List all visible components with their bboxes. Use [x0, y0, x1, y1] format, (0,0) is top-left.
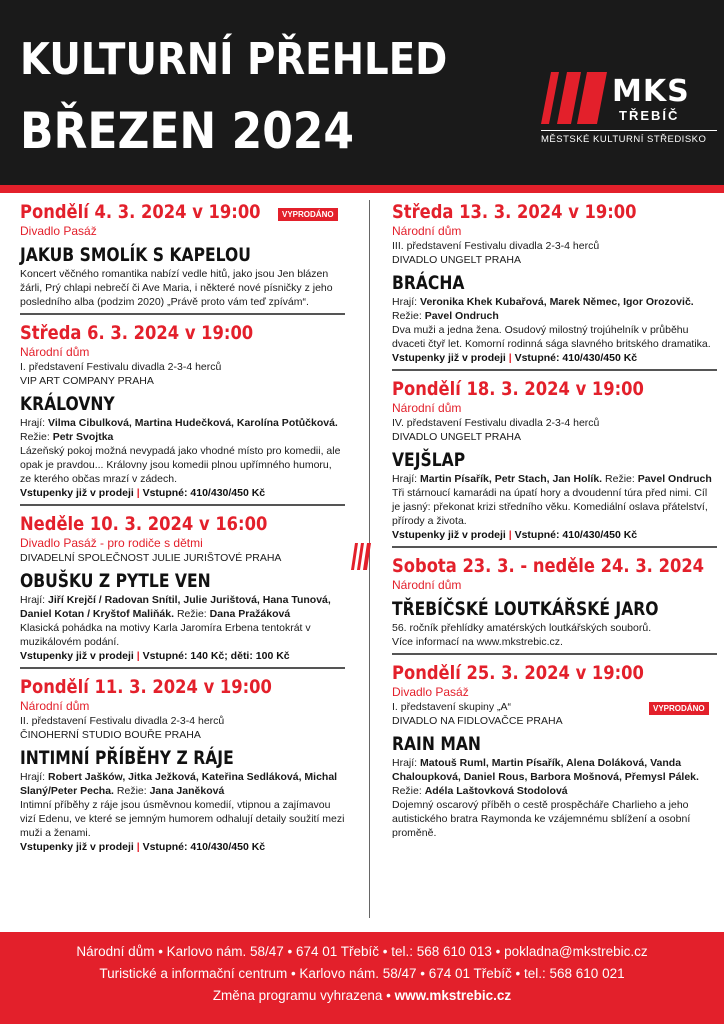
- page-title-line1: KULTURNÍ PŘEHLED: [20, 34, 448, 85]
- footer-national-house: Národní dům • Karlovo nám. 58/47 • 674 01 Třebíč • tel.: 568 610 013 • pokladna@mkstrebic.cz: [76, 944, 648, 959]
- footer: [0, 932, 724, 1024]
- event-intimni-pribehy: [20, 675, 345, 854]
- event-tickets: Vstupenky již v prodeji | Vstupné: 410/430/450 Kč: [392, 352, 638, 364]
- event-title: JAKUB SMOLÍK S KAPELOU: [20, 244, 251, 266]
- event-company: DIVADLO NA FIDLOVAČCE PRAHA: [392, 715, 563, 727]
- event-title: INTIMNÍ PŘÍBĚHY Z RÁJE: [20, 747, 234, 769]
- logo-divider: [541, 130, 717, 131]
- event-venue: Národní dům: [392, 578, 462, 592]
- event-venue: Národní dům: [20, 345, 90, 359]
- director-name: Pavel Ondruch: [637, 473, 712, 485]
- logo-city: TŘEBÍČ: [619, 108, 680, 123]
- sold-out-badge-1: VYPRODÁNO: [278, 208, 338, 221]
- event-date: Pondělí 18. 3. 2024 v 19:00: [392, 378, 644, 400]
- footer-notice: [0, 985, 724, 1007]
- director-label: Režie:: [116, 785, 147, 797]
- event-separator: [20, 504, 345, 506]
- event-info-web: Více informací na www.mkstrebic.cz.: [392, 636, 563, 648]
- event-jakub-smolik: [20, 200, 345, 309]
- event-separator: [392, 546, 717, 548]
- red-stripes-icon: [349, 541, 371, 571]
- event-kralovny: [20, 321, 345, 500]
- tickets-label: Vstupenky již v prodeji: [392, 529, 506, 541]
- footer-info-centre: Turistické a informační centrum • Karlovo nám. 58/47 • 674 01 Třebíč • tel.: 568 610 021: [99, 966, 625, 981]
- event-venue: Divadlo Pasáž: [392, 685, 469, 699]
- footer-notice-text: Změna programu vyhrazena •: [212, 988, 395, 1003]
- event-date: Středa 13. 3. 2024 v 19:00: [392, 201, 637, 223]
- event-loutkarske-jaro: [392, 554, 717, 649]
- event-tickets: Vstupenky již v prodeji | Vstupné: 410/430/450 Kč: [392, 529, 638, 541]
- event-venue: Národní dům: [20, 699, 90, 713]
- event-tickets: Vstupenky již v prodeji | Vstupné: 140 Kč; děti: 100 Kč: [20, 650, 290, 662]
- event-date: Pondělí 25. 3. 2024 v 19:00: [392, 662, 644, 684]
- event-festival-line: I. představení skupiny „A“: [392, 701, 512, 713]
- cast-names: Jiří Krejčí / Radovan Snítil, Julie Jurištová, Hana Tunová, Daniel Kotan / Kryštof Maliňák.: [20, 594, 331, 620]
- tickets-label: Vstupenky již v prodeji: [20, 650, 134, 662]
- event-venue: Národní dům: [392, 401, 462, 415]
- cast-names: Veronika Khek Kubařová, Marek Němec, Igor Orozovič.: [420, 296, 694, 308]
- tickets-label: Vstupenky již v prodeji: [392, 352, 506, 364]
- cast-label: Hrají:: [392, 296, 418, 308]
- event-title: KRÁLOVNY: [20, 393, 115, 415]
- header-red-line: [0, 185, 724, 193]
- event-separator: [392, 653, 717, 655]
- director-name: Petr Svojtka: [52, 431, 114, 443]
- event-vejslap: [392, 377, 717, 542]
- sold-out-badge-2: VYPRODÁNO: [649, 702, 709, 715]
- event-description: Tři stárnoucí kamarádi na úpatí hory a dvoudenní túra před nimi. Cíl je jasný: překonat krizi středního věku. Komediální oslava přátelství, přírody a života.: [392, 487, 708, 527]
- mks-logo: [537, 68, 717, 148]
- event-company: VIP ART COMPANY PRAHA: [20, 375, 154, 387]
- event-festival-line: IV. představení Festivalu divadla 2-3-4 herců: [392, 417, 600, 429]
- tickets-label: Vstupenky již v prodeji: [20, 487, 134, 499]
- event-venue: Národní dům: [392, 224, 462, 238]
- event-separator: [20, 313, 345, 315]
- event-cast: [20, 416, 345, 430]
- event-date: Pondělí 4. 3. 2024 v 19:00: [20, 201, 261, 223]
- event-cast: [392, 756, 717, 784]
- cast-names: Martin Písařík, Petr Stach, Jan Holík.: [420, 473, 603, 485]
- event-separator: [20, 667, 345, 669]
- event-festival-line: III. představení Festivalu divadla 2-3-4 herců: [392, 240, 600, 252]
- event-description: Intimní příběhy z ráje jsou úsměvnou komedií, vtipnou a zajímavou vizí Edenu, ve které se jemným humorem odhalují detaily soužití mezi muži a ženami.: [20, 799, 345, 839]
- director-label: Režie:: [20, 431, 50, 443]
- event-title: BRÁCHA: [392, 272, 465, 294]
- director-label: Režie:: [392, 785, 422, 797]
- event-director: [392, 309, 717, 323]
- director-name: Dana Pražáková: [209, 608, 291, 620]
- cast-names: Matouš Ruml, Martin Písařík, Alena Doláková, Vanda Chaloupková, Daniel Rous, Barbora Mošnová, Přemysl Pálek.: [392, 757, 699, 783]
- logo-name: MKS: [612, 74, 690, 109]
- event-description: Dva muži a jedna žena. Osudový milostný trojúhelník v průběhu dvaceti čtyř let. Komorní rodinná sága slavného britského dramatika.: [392, 324, 711, 350]
- event-tickets: Vstupenky již v prodeji | Vstupné: 410/430/450 Kč: [20, 487, 266, 499]
- event-company: ČINOHERNÍ STUDIO BOUŘE PRAHA: [20, 729, 201, 741]
- cast-label: Hrají:: [392, 473, 418, 485]
- director-name: Jana Janěková: [149, 785, 225, 797]
- event-separator: [392, 369, 717, 371]
- event-description: Klasická pohádka na motivy Karla Jaromíra Erbena tentokrát v muzikálovém podání.: [20, 622, 311, 648]
- event-title: TŘEBÍČSKÉ LOUTKÁŘSKÉ JARO: [392, 598, 659, 620]
- footer-website-link[interactable]: www.mkstrebic.cz: [394, 988, 512, 1003]
- cast-label: Hrají:: [20, 417, 46, 429]
- event-obusku: [20, 512, 345, 663]
- mks-logo-icon: [537, 68, 609, 126]
- cast-label: Hrají:: [20, 594, 46, 606]
- tickets-price: Vstupné: 410/430/450 Kč: [514, 529, 638, 541]
- event-director: [20, 430, 345, 444]
- logo-subtitle: MĚSTSKÉ KULTURNÍ STŘEDISKO: [541, 134, 707, 145]
- event-director: [392, 784, 717, 798]
- cast-label: Hrají:: [392, 757, 418, 769]
- cast-names: Robert Jašków, Jitka Ježková, Kateřina Sedláková, Michal Slaný/Peter Pecha.: [20, 771, 338, 797]
- event-venue: Divadlo Pasáž: [20, 224, 97, 238]
- event-description: Koncert věčného romantika nabízí vedle hitů, jako jsou Jen blázen žárli, Prý chlapi nebrečí či Ave Maria, i některé nové písničky z jeho posledního alba (podzim 2020) „Právě proto vám teď zpívám“.: [20, 268, 333, 308]
- tickets-label: Vstupenky již v prodeji: [20, 841, 134, 853]
- event-title: RAIN MAN: [392, 733, 481, 755]
- event-cast: [392, 295, 717, 309]
- director-name: Pavel Ondruch: [424, 310, 499, 322]
- event-date: Sobota 23. 3. - neděle 24. 3. 2024: [392, 555, 705, 577]
- event-cast: [20, 770, 345, 798]
- director-name: Adéla Laštovková Stodolová: [424, 785, 568, 797]
- page-title-line2: BŘEZEN 2024: [20, 102, 355, 160]
- tickets-price: Vstupné: 410/430/450 Kč: [142, 841, 266, 853]
- event-company: DIVADLO UNGELT PRAHA: [392, 254, 521, 266]
- event-info-line: 56. ročník přehlídky amatérských loutkářských souborů.: [392, 622, 652, 634]
- event-rain-man: [392, 661, 717, 840]
- event-company: DIVADELNÍ SPOLEČNOST JULIE JURIŠTOVÉ PRAHA: [20, 552, 282, 564]
- right-column: [392, 200, 717, 840]
- director-label: Režie:: [605, 473, 635, 485]
- event-festival-line: II. představení Festivalu divadla 2-3-4 herců: [20, 715, 225, 727]
- event-date: Středa 6. 3. 2024 v 19:00: [20, 322, 254, 344]
- header: [0, 0, 724, 185]
- event-title: OBUŠKU Z PYTLE VEN: [20, 570, 211, 592]
- event-bracha: [392, 200, 717, 365]
- event-venue: Divadlo Pasáž - pro rodiče s dětmi: [20, 536, 203, 550]
- event-date: Pondělí 11. 3. 2024 v 19:00: [20, 676, 272, 698]
- event-date: Neděle 10. 3. 2024 v 16:00: [20, 513, 268, 535]
- event-description: Lázeňský pokoj možná nevypadá jako vhodné místo pro komedii, ale opak je pravdou... Královny jsou komedii plnou upřímného humoru, ze kterého občas mrazí v zádech.: [20, 445, 341, 485]
- event-company: DIVADLO UNGELT PRAHA: [392, 431, 521, 443]
- cast-names: Vilma Cibulková, Martina Hudečková, Karolína Potůčková.: [48, 417, 338, 429]
- event-cast: [392, 472, 717, 486]
- tickets-price: Vstupné: 410/430/450 Kč: [514, 352, 638, 364]
- event-title: VEJŠLAP: [392, 449, 466, 471]
- tickets-price: Vstupné: 140 Kč; děti: 100 Kč: [142, 650, 290, 662]
- director-label: Režie:: [392, 310, 422, 322]
- left-column: [20, 200, 345, 854]
- event-description: Dojemný oscarový příběh o cestě prospěcháře Charlieho a jeho autistického bratra Raymonda ke vzájemnému sblížení a osobní proměně.: [392, 799, 691, 839]
- event-cast: [20, 593, 345, 621]
- tickets-price: Vstupné: 410/430/450 Kč: [142, 487, 266, 499]
- event-tickets: Vstupenky již v prodeji | Vstupné: 410/430/450 Kč: [20, 841, 266, 853]
- event-festival-line: I. představení Festivalu divadla 2-3-4 herců: [20, 361, 222, 373]
- cast-label: Hrají:: [20, 771, 46, 783]
- director-label: Režie:: [176, 608, 207, 620]
